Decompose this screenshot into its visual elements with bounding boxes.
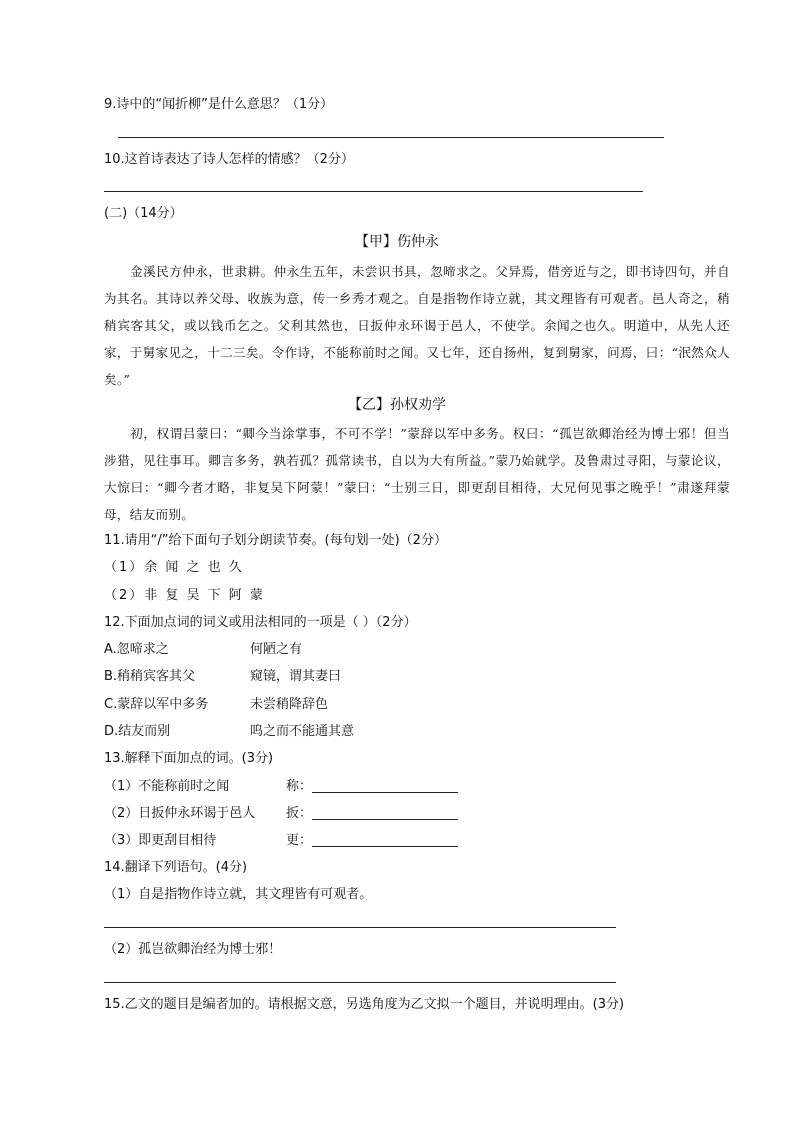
q13-item-3-sentence: （3）即更刮目相待 xyxy=(104,833,217,848)
q12-option-b-right: 窥镜，谓其妻曰 xyxy=(250,669,342,684)
q12-option-d-left[interactable]: D.结友而别 xyxy=(104,724,171,739)
q13-item-3-blank[interactable] xyxy=(312,832,458,847)
answer-line-q14-2[interactable] xyxy=(104,982,616,983)
q13-item-1-word xyxy=(286,778,458,796)
answer-line-q10[interactable] xyxy=(104,191,643,192)
q13-item-2-blank[interactable] xyxy=(312,805,458,820)
q13-item-2-word xyxy=(286,805,458,823)
q14-item-2: （2）孤岂欲卿治经为博士邪！ xyxy=(104,942,282,957)
q13-item-3-word xyxy=(286,832,458,850)
passage-a-body xyxy=(104,258,730,393)
passage-b-body xyxy=(104,420,730,528)
question-14: 14.翻译下列语句。(4分) xyxy=(104,860,248,875)
q13-item-1-blank[interactable] xyxy=(312,778,458,793)
passage-a-text: 金溪民方仲永，世隶耕。仲永生五年，未尝识书具，忽啼求之。父异焉，借旁近与之，即书诗四句，并自为其名。其诗以养父母、收族为意，传一乡秀才观之。自是指物作诗立就，其文理皆有可观者。邑人奇之，稍稍宾客其父，或以钱币乞之。父利其然也，日扳仲永环谒于邑人，不使学。余闻之也久。明道中，从先人还家，于舅家见之，十二三矣。令作诗，不能称前时之闻。又七年，还自扬州，复到舅家，问焉，曰：“泯然众人矣。” xyxy=(104,264,730,387)
q12-option-d-right: 呜之而不能通其意 xyxy=(250,724,355,739)
passage-a-title: 【甲】伤仲永 xyxy=(355,234,439,250)
q13-item-2-sentence: （2）日扳仲永环谒于邑人 xyxy=(104,806,256,821)
q12-option-c-left[interactable]: C.蒙辞以军中多务 xyxy=(104,697,209,712)
q12-option-a-left[interactable]: A.忽啼求之 xyxy=(104,642,169,657)
q12-option-b-left[interactable]: B.稍稍宾客其父 xyxy=(104,669,196,684)
question-15: 15.乙文的题目是编者加的。请根据文意，另选角度为乙文拟一个题目，并说明理由。(3分) xyxy=(104,997,625,1012)
question-9: 9.诗中的“闻折柳”是什么意思？（1分） xyxy=(104,97,334,112)
passage-b-title: 【乙】孙权劝学 xyxy=(348,397,446,413)
q11-item-2: （2）非 复 吴 下 阿 蒙 xyxy=(104,588,265,603)
q13-item-1-label: 称： xyxy=(286,779,313,794)
answer-line-q9[interactable] xyxy=(118,137,664,138)
section-heading: (二)（14分） xyxy=(104,206,183,221)
question-11: 11.请用“/”给下面句子划分朗读节奏。(每句划一处)（2分） xyxy=(104,533,447,548)
passage-b-text: 初，权谓吕蒙曰：“卿今当涂掌事，不可不学！”蒙辞以军中多务。权曰：“孤岂欲卿治经为博士邪！但当涉猎，见往事耳。卿言多务，孰若孤？孤常读书，自以为大有所益。”蒙乃始就学。及鲁肃过寻阳，与蒙论议，大惊曰：“卿今者才略，非复吴下阿蒙！”蒙曰：“士别三日，即更刮目相待，大兄何见事之晚乎！”肃遂拜蒙母，结友而别。 xyxy=(104,426,730,522)
q11-item-1: （1）余 闻 之 也 久 xyxy=(104,560,244,575)
question-13: 13.解释下面加点的词。(3分) xyxy=(104,751,274,766)
answer-line-q14-1[interactable] xyxy=(104,927,616,928)
q12-option-c-right: 未尝稍降辞色 xyxy=(250,697,329,712)
q13-item-2-label: 扳： xyxy=(286,806,313,821)
q12-option-a-right: 何陋之有 xyxy=(250,642,303,657)
question-12: 12.下面加点词的词义或用法相同的一项是（ ）（2分） xyxy=(104,615,417,630)
q13-item-3-label: 更： xyxy=(286,833,313,848)
question-10: 10.这首诗表达了诗人怎样的情感？（2分） xyxy=(104,152,354,167)
q13-item-1-sentence: （1）不能称前时之闻 xyxy=(104,779,230,794)
q14-item-1: （1）自是指物作诗立就，其文理皆有可观者。 xyxy=(104,887,373,902)
